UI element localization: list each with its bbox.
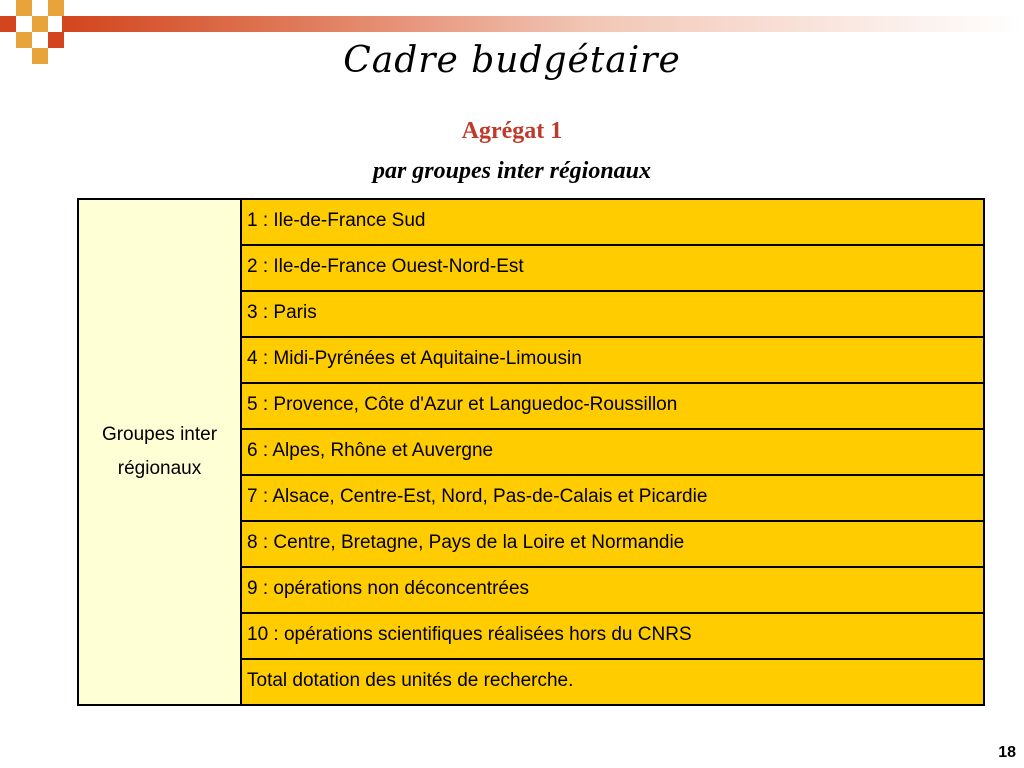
row-label-cell: 1 : Ile-de-France Sud [241,199,984,245]
row-label-cell: 6 : Alpes, Rhône et Auvergne [241,429,984,475]
header-gradient-bar [62,16,1024,32]
row-label-cell: 10 : opérations scientifiques réalisées hors du CNRS [241,613,984,659]
row-label-cell: Total dotation des unités de recherche. [241,659,984,705]
row-label-cell: 5 : Provence, Côte d'Azur et Languedoc-Roussillon [241,383,984,429]
slide-title: Cadre budgétaire [343,40,681,81]
row-label-cell: 8 : Centre, Bretagne, Pays de la Loire et Normandie [241,521,984,567]
page-number: 18 [998,744,1016,761]
row-label-cell: 7 : Alsace, Centre-Est, Nord, Pas-de-Calais et Picardie [241,475,984,521]
deco-square [48,0,64,16]
group-label-cell: Groupes inter régionaux [78,199,241,705]
row-label-cell: 9 : opérations non déconcentrées [241,567,984,613]
row-label-cell: 4 : Midi-Pyrénées et Aquitaine-Limousin [241,337,984,383]
deco-square [0,16,16,32]
slide-subtitle-secondary: par groupes inter régionaux [372,158,652,184]
deco-square [32,16,48,32]
table-row [78,199,984,245]
budget-table [77,198,985,706]
row-label-cell: 3 : Paris [241,291,984,337]
table-body [78,199,984,705]
row-label-cell: 2 : Ile-de-France Ouest-Nord-Est [241,245,984,291]
slide-subtitle: Agrégat 1 [461,118,563,144]
deco-square [16,0,32,16]
